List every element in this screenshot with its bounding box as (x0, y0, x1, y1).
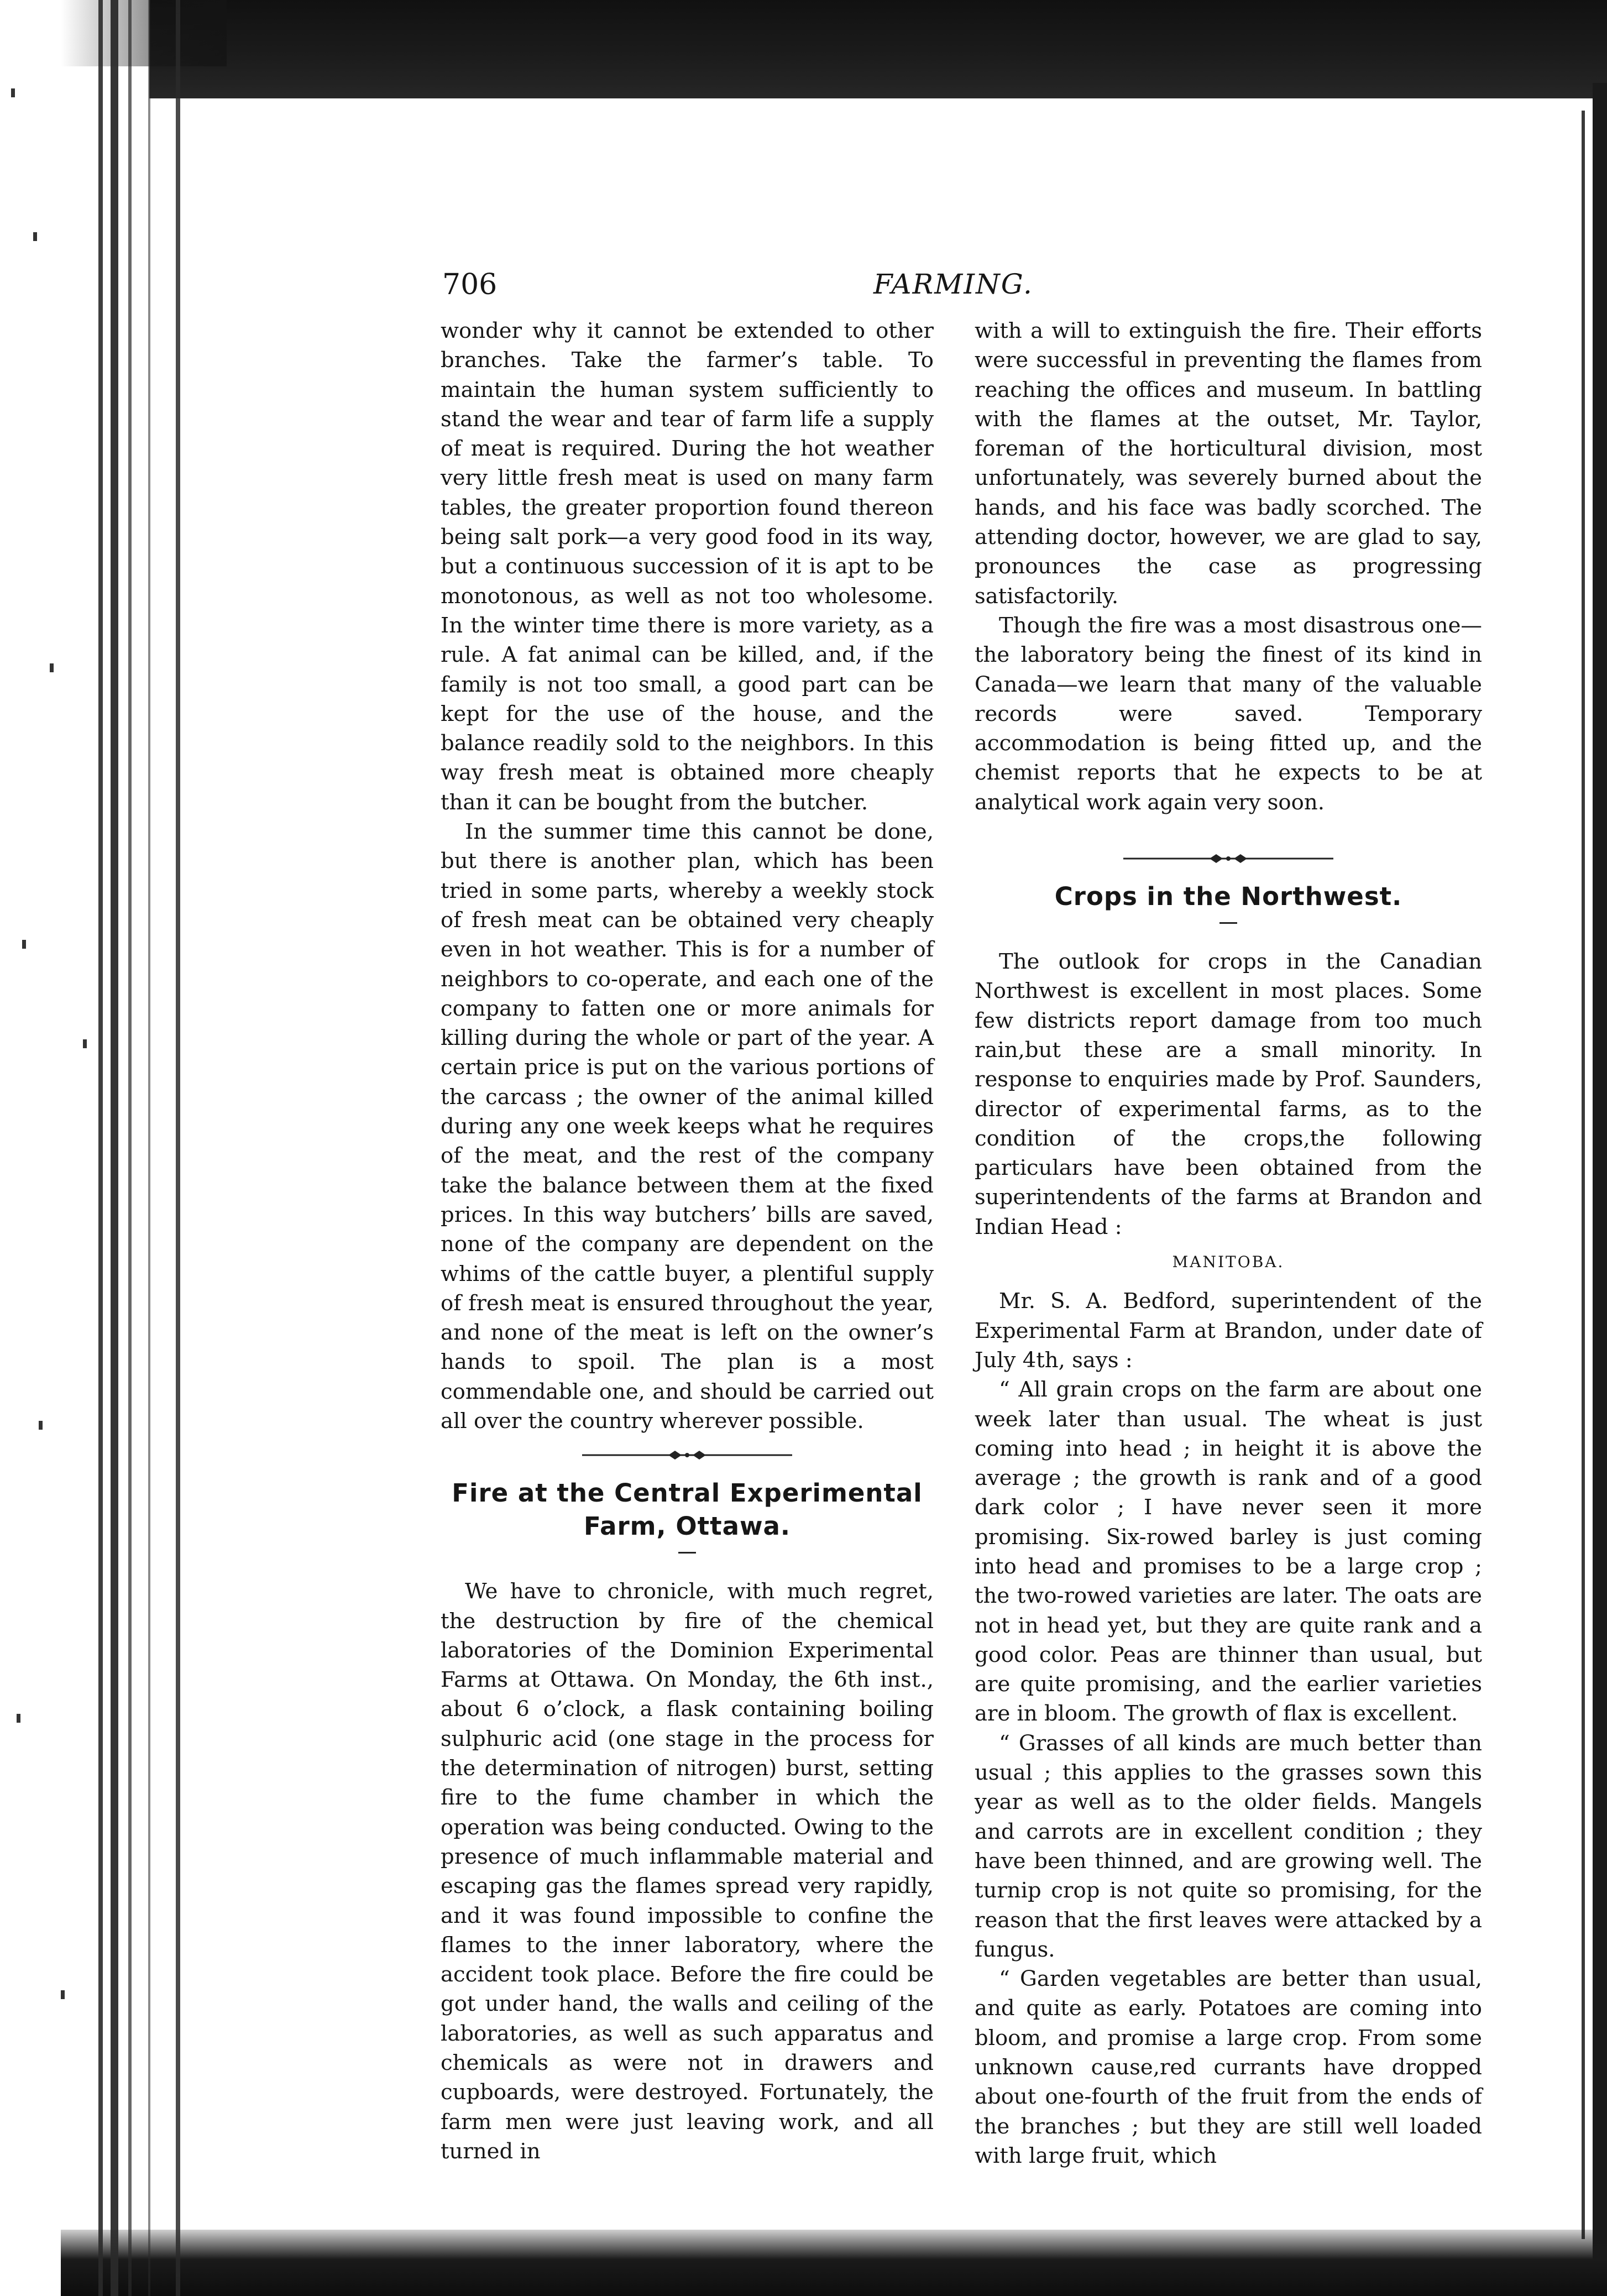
paragraph: We have to chronicle, with much regret, the destruction by fire of the chemical laboratories of the Dominion Experimental Farms at Ottawa. On Monday, the 6th inst., about 6 o’clock, a flask containing boiling sulphuric acid (one stage in the process for the determination of nitrogen) burst, setting fire to the fume chamber in which the operation was being conducted. Owing to the presence of much inflammable material and escaping gas the flames spread very rapidly, and it was found impossible to confine the flames to the inner laboratory, where the accident took place. Before the fire could be got under hand, the walls and ceiling of the laboratories, as well as such apparatus and chemicals as were not in drawers and cupboards, were destroyed. Fortunately, the farm men were just leaving work, and all turned in (441, 1579, 934, 2164)
scan-speck (39, 1421, 43, 1430)
binding-line (111, 0, 118, 2296)
binding-line (98, 0, 103, 2296)
scan-speck (11, 88, 15, 97)
scan-speck (83, 1039, 87, 1048)
scan-speck (22, 940, 26, 949)
section-heading-text: MANITOBA. (1172, 1253, 1285, 1272)
binding-line (148, 0, 150, 2296)
paragraph: The outlook for crops in the Canadian Northwest is excellent in most places. Some few districts report damage from too much rain,but these are a small minority. In response to enquiries made by Prof. Saunders, director of experimental farms, as to the condition of the crops,the following particulars have been obtained from the superintendents of the farms at Brandon and Indian Head : (975, 949, 1482, 1239)
headline-rule (678, 1552, 696, 1554)
section-heading (975, 1247, 1482, 1277)
scan-speck (33, 232, 37, 241)
section-divider-ornament (582, 1447, 792, 1463)
article-headline: Fire at the Central Experimental Farm, Ottawa. (452, 1478, 923, 1541)
scan-speck (17, 1714, 20, 1723)
journal-title: FARMING. (873, 268, 1033, 300)
scan-speck (61, 1990, 65, 1999)
paragraph: “ Grasses of all kinds are much better than usual ; this applies to the grasses sown this year as well as to the older fields. Mangels and carrots are in excellent condition ; they have been thinned, and are growing well. The turnip crop is not quite so promising, for the reason that the first leaves were attacked by a fungus. (975, 1730, 1482, 1962)
left-column (441, 316, 934, 2166)
paragraph: wonder why it cannot be extended to other branches. Take the farmer’s table. To maintain the human system sufficiently to stand the wear and tear of farm life a supply of meat is required. During the hot weather very little fresh meat is used on many farm tables, the greater proportion found thereon being salt pork—a very good food in its way, but a continuous succession of it is apt to be monotonous, as well as not too wholesome. In the winter time there is more variety, as a rule. A fat animal can be killed, and, if the family is not too small, a good part can be kept for the use of the house, and the balance readily sold to the neighbors. In this way fresh meat is obtained more cheaply than it can be bought from the butcher. (441, 318, 934, 815)
scan-shadow-right (1593, 83, 1607, 2267)
scan-shadow-bottom (61, 2230, 1607, 2296)
paragraph: Though the fire was a most disastrous one—the laboratory being the finest of its kind in Canada—we learn that many of the valuable records were saved. Temporary accommodation is being fitted up, and the chemist reports that he expects to be at analytical work again very soon. (975, 613, 1482, 815)
section-divider-ornament (1123, 850, 1333, 867)
paragraph: In the summer time this cannot be done, but there is another plan, which has been tried in some parts, whereby a weekly stock of fresh meat can be obtained very cheaply even in hot weather. This is for a number of neighbors to co-operate, and each one of the company to fatten one or more animals for killing during the whole or part of the year. A certain price is put on the various portions of the carcass ; the owner of the animal killed during any one week keeps what he requires of the meat, and the rest of the company take the balance between them at the fixed prices. In this way butchers’ bills are saved, none of the company are dependent on the whims of the cattle buyer, a plentiful supply of fresh meat is ensured throughout the year, and none of the meat is left on the owner’s hands to spoil. The plan is a most commendable one, and should be carried out all over the country wherever possible. (441, 819, 934, 1434)
scan-shadow-top-fade (61, 0, 227, 66)
paragraph: “ All grain crops on the farm are about one week later than usual. The wheat is just coming into head ; in height it is above the average ; the growth is rank and of a good dark color ; I have never seen it more promising. Six-rowed barley is just coming into head and promises to be a large crop ; the two-rowed varieties are later. The oats are not in head yet, but they are quite rank and a good color. Peas are thinner than usual, but are quite promising, and the earlier varieties are in bloom. The growth of flax is excellent. (975, 1377, 1482, 1727)
scan-speck (50, 663, 54, 672)
article-headline: Crops in the Northwest. (1054, 882, 1402, 912)
binding-line (176, 0, 180, 2296)
right-column (975, 316, 1482, 2171)
paragraph: with a will to extinguish the fire. Their efforts were successful in preventing the flames from reaching the offices and museum. In battling with the flames at the outset, Mr. Taylor, foreman of the horticultural division, most unfortunately, was severely burned about the hands, and his face was badly scorched. The attending doctor, however, we are glad to say, pronounces the case as progressing satisfactorily. (975, 318, 1482, 609)
paragraph: Mr. S. A. Bedford, superintendent of the Experimental Farm at Brandon, under date of July 4th, says : (975, 1289, 1482, 1373)
scan-edge-line-right (1582, 111, 1585, 2239)
running-head (442, 268, 1122, 312)
headline-rule (1219, 922, 1237, 924)
paragraph: “ Garden vegetables are better than usual, and quite as early. Potatoes are coming into bloom, and promise a large crop. From some unknown cause,red currants have dropped about one-fourth of the fruit from the ends of the branches ; but they are still well loaded with large fruit, which (975, 1966, 1482, 2168)
binding-line (128, 0, 132, 2296)
scan-shadow-top (149, 0, 1607, 98)
page-number: 706 (442, 268, 498, 301)
